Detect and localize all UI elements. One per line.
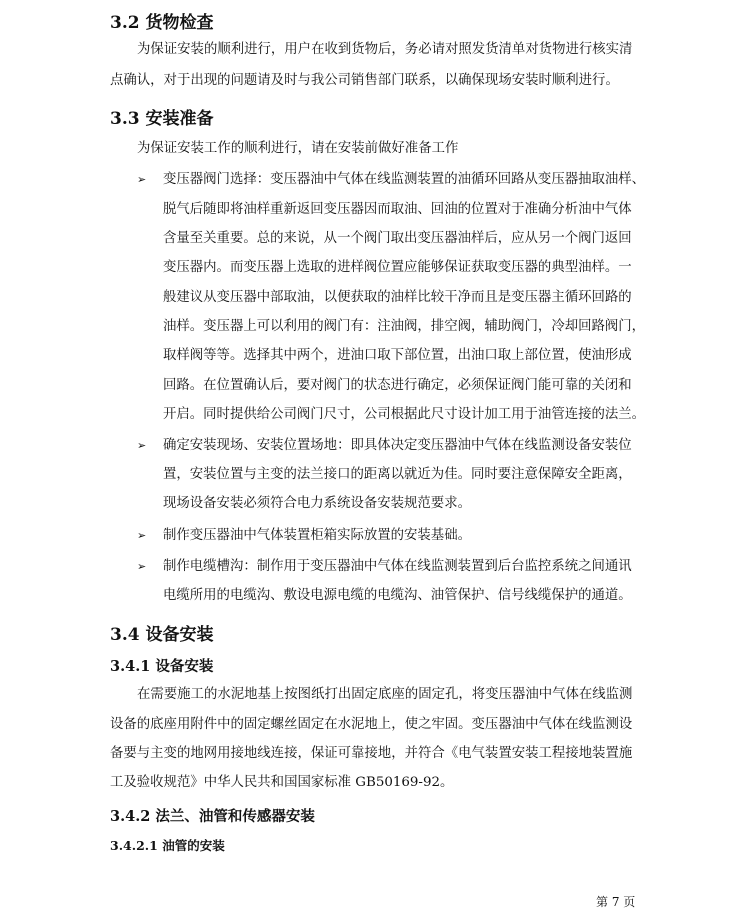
paragraph-line: 为保证安装的顺利进行，用户在收到货物后，务必请对照发货清单对货物进行核实清 <box>137 42 633 57</box>
heading-3-2: 3.2 货物检查 <box>110 13 214 33</box>
bullet-line: 脱气后随即将油样重新返回变压器因而取油、回油的位置对于准确分析油中气体 <box>163 202 632 217</box>
bullet-arrow-icon: ➢ <box>137 439 147 452</box>
page-number: 第 7 页 <box>596 895 636 909</box>
paragraph-line: 点确认，对于出现的问题请及时与我公司销售部门联系，以确保现场安装时顺利进行。 <box>110 73 619 88</box>
paragraph-line: 在需要施工的水泥地基上按图纸打出固定底座的固定孔，将变压器油中气体在线监测 <box>137 687 633 702</box>
heading-3-4-1: 3.4.1 设备安装 <box>110 658 214 675</box>
bullet-line: 制作电缆槽沟：制作用于变压器油中气体在线监测装置到后台监控系统之间通讯 <box>163 559 632 574</box>
bullet-line: 取样阀等等。选择其中两个，进油口取下部位置，出油口取上部位置，使油形成 <box>163 348 632 363</box>
bullet-line: 变压器阀门选择：变压器油中气体在线监测装置的油循环回路从变压器抽取油样、 <box>163 172 646 187</box>
bullet-line: 含量至关重要。总的来说，从一个阀门取出变压器油样后，应从另一个阀门返回 <box>163 231 632 246</box>
bullet-line: 确定安装现场、安装位置场地：即具体决定变压器油中气体在线监测设备安装位 <box>163 438 632 453</box>
bullet-line: 变压器内。而变压器上选取的进样阀位置应能够保证获取变压器的典型油样。一 <box>163 260 632 275</box>
heading-3-4-2: 3.4.2 法兰、油管和传感器安装 <box>110 808 315 825</box>
bullet-line: 电缆所用的电缆沟、敷设电源电缆的电缆沟、油管保护、信号线缆保护的通道。 <box>163 588 632 603</box>
bullet-line: 油样。变压器上可以利用的阀门有：注油阀，排空阀，辅助阀门，冷却回路阀门， <box>163 319 646 334</box>
bullet-line: 开启。同时提供给公司阀门尺寸，公司根据此尺寸设计加工用于油管连接的法兰。 <box>163 407 646 422</box>
heading-3-4: 3.4 设备安装 <box>110 625 214 645</box>
bullet-arrow-icon: ➢ <box>137 560 147 573</box>
bullet-arrow-icon: ➢ <box>137 529 147 542</box>
paragraph-line: 设备的底座用附件中的固定螺丝固定在水泥地上，使之牢固。变压器油中气体在线监测设 <box>110 717 633 732</box>
bullet-line: 现场设备安装必须符合电力系统设备安装规范要求。 <box>163 496 471 511</box>
bullet-arrow-icon: ➢ <box>137 173 147 186</box>
bullet-line: 回路。在位置确认后，要对阀门的状态进行确定，必须保证阀门能可靠的关闭和 <box>163 378 632 393</box>
bullet-line: 制作变压器油中气体装置柜箱实际放置的安装基础。 <box>163 528 471 543</box>
heading-3-3: 3.3 安装准备 <box>110 109 214 129</box>
heading-3-4-2-1: 3.4.2.1 油管的安装 <box>110 838 225 853</box>
paragraph-line: 工及验收规范》中华人民共和国国家标准 GB50169-92。 <box>110 775 454 790</box>
paragraph-line: 备要与主变的地网用接地线连接，保证可靠接地，并符合《电气装置安装工程接地装置施 <box>110 746 633 761</box>
bullet-line: 般建议从变压器中部取油，以便获取的油样比较干净而且是变压器主循环回路的 <box>163 290 632 305</box>
bullet-line: 置，安装位置与主变的法兰接口的距离以就近为佳。同时要注意保障安全距离， <box>163 467 632 482</box>
paragraph-line: 为保证安装工作的顺利进行，请在安装前做好准备工作 <box>137 141 459 156</box>
